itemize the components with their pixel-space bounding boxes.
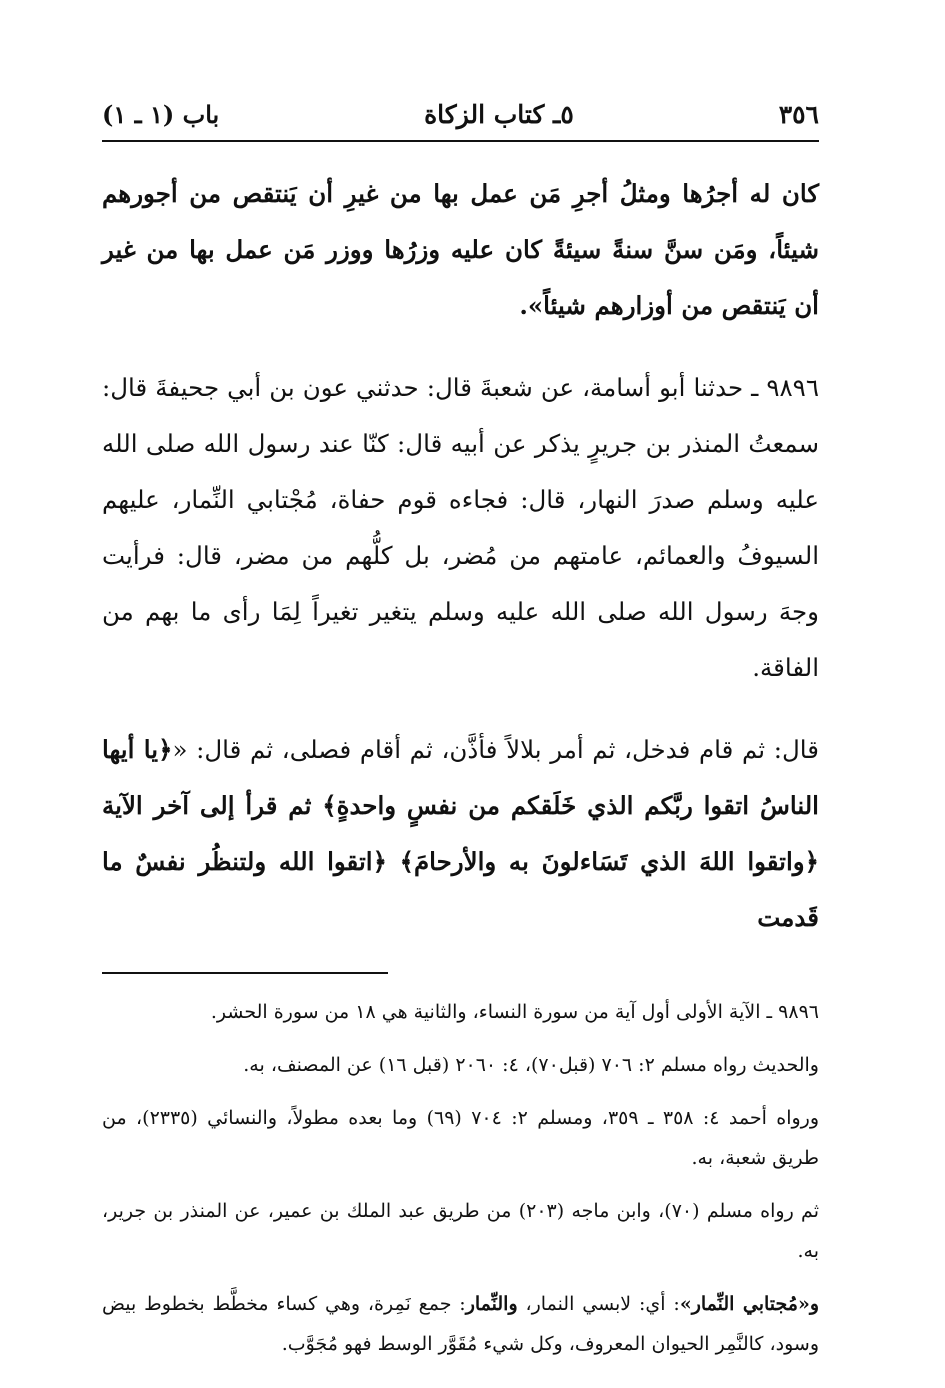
hadith-9896-continuation xyxy=(102,722,819,946)
page-number: ٣٥٦ xyxy=(778,99,819,129)
footnote-1: ٩٨٩٦ ـ الآية الأولى أول آية من سورة النساء، والثانية هي ١٨ من سورة الحشر. xyxy=(210,1001,819,1023)
main-text xyxy=(102,166,819,946)
footnote-4: ثم رواه مسلم (٧٠)، وابن ماجه (٢٠٣) من طريق عبد الملك بن عمير، عن المنذر بن جرير، به. xyxy=(102,1200,819,1262)
footnote-3: ورواه أحمد ٤: ٣٥٨ ـ ٣٥٩، ومسلم ٢: ٧٠٤ (٦٩) وما بعده مطولاً، والنسائي (٢٣٣٥)، من طريق شعبة، به. xyxy=(102,1107,819,1169)
narration-intro: قال: ثم قام فدخل، ثم أمر بلالاً فأذَّن، ثم أقام فصلى، ثم قال: « xyxy=(172,735,819,764)
chapter-title: ٥ـ كتاب الزكاة xyxy=(424,99,574,129)
hadith-9896-paragraph: ٩٨٩٦ ـ حدثنا أبو أسامة، عن شعبةَ قال: حدثني عون بن أبي جحيفةَ قال: سمعتُ المنذر بن جريرٍ يذكر عن أبيه قال: كنّا عند رسول الله صلى الله عليه وسلم صدرَ النهار، قال: فجاءه قوم حفاة، مُجْتابي النِّمار، عليهم السيوفُ والعمائم، عامتهم من مُضر، بل كلُّهم من مضر، قال: فرأيت وجهَ رسول الله صلى الله عليه وسلم يتغير تغيراً لِمَا رأى ما بهم من الفاقة. xyxy=(102,373,819,682)
footnotes xyxy=(102,992,819,1364)
page-header xyxy=(102,88,819,142)
hadith-continuation-paragraph: كان له أجرُها ومثلُ أجرِ مَن عمل بها من غيرِ أن يَنتقص من أجورهم شيئاً، ومَن سنَّ سنةً سيئةً كان عليه وزرُها ووزر مَن عمل بها من غير أن يَنتقص من أوزارهم شيئاً». xyxy=(102,179,819,320)
glossary-term: و«مُجتابي النِّمار» xyxy=(679,1293,820,1315)
glossary-definition-2: : جمع نَمِرة، وهي كساء مخطَّط بخطوط بيض وسود، كالنَّمِر الحيوان المعروف، وكل شيء مُقَوَّر الوسط فهو مُجَوَّب. xyxy=(102,1293,819,1355)
section-reference: باب (١ ـ ١) xyxy=(102,99,220,129)
footnote-2: والحديث رواه مسلم ٢: ٧٠٦ (قبل٧٠)، ٤: ٢٠٦٠ (قبل ١٦) عن المصنف، به. xyxy=(243,1054,819,1076)
glossary-definition-1: : أي: لابسي النمار، xyxy=(517,1293,680,1315)
quran-quotation: ﴿يا أيها الناسُ اتقوا ربَّكم الذي خَلَقكم من نفسٍ واحدةٍ﴾ ثم قرأ إلى آخر الآية ﴿واتقوا اللهَ الذي تَسَاءلونَ به والأرحامَ﴾ ﴿اتقوا الله ولتنظُر نفسٌ ما قَدمت xyxy=(102,735,819,932)
footnote-5 xyxy=(102,1284,819,1364)
footnote-divider xyxy=(102,972,388,974)
glossary-term-2: والنِّمار xyxy=(465,1293,518,1315)
